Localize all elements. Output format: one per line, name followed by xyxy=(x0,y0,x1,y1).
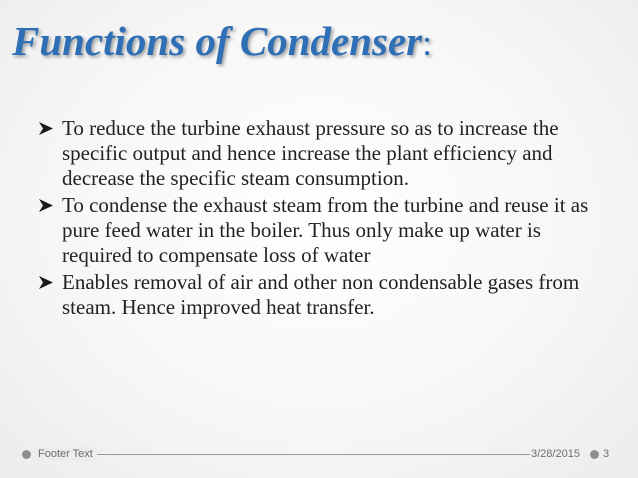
bullet-text: To reduce the turbine exhaust pressure so as to increase the specific output and hence increase the plant efficiency and decrease the specific steam consumption. xyxy=(62,116,559,190)
slide-title xyxy=(12,16,432,68)
arrow-bullet-icon xyxy=(38,275,54,290)
footer-divider-left xyxy=(42,454,530,455)
footer-right-dot-icon xyxy=(590,450,599,459)
bullet-item xyxy=(36,116,596,191)
bullet-item xyxy=(36,193,596,268)
slide-footer xyxy=(0,445,638,465)
bullet-list xyxy=(36,116,596,322)
footer-left-dot-icon xyxy=(22,450,31,459)
footer-date: 3/28/2015 xyxy=(531,448,580,460)
slide-title-text: Functions of Condenser xyxy=(12,18,423,64)
bullet-text: To condense the exhaust steam from the turbine and reuse it as pure feed water in the boiler. Thus only make up water is required to compensate loss of water xyxy=(62,193,589,267)
bullet-item xyxy=(36,270,596,320)
slide-title-colon: : xyxy=(422,23,433,63)
bullet-text: Enables removal of air and other non condensable gases from steam. Hence improved heat transfer. xyxy=(62,270,580,319)
arrow-bullet-icon xyxy=(38,198,54,213)
footer-text: Footer Text xyxy=(34,447,97,461)
arrow-bullet-icon xyxy=(38,121,54,136)
footer-page-number: 3 xyxy=(603,448,610,460)
